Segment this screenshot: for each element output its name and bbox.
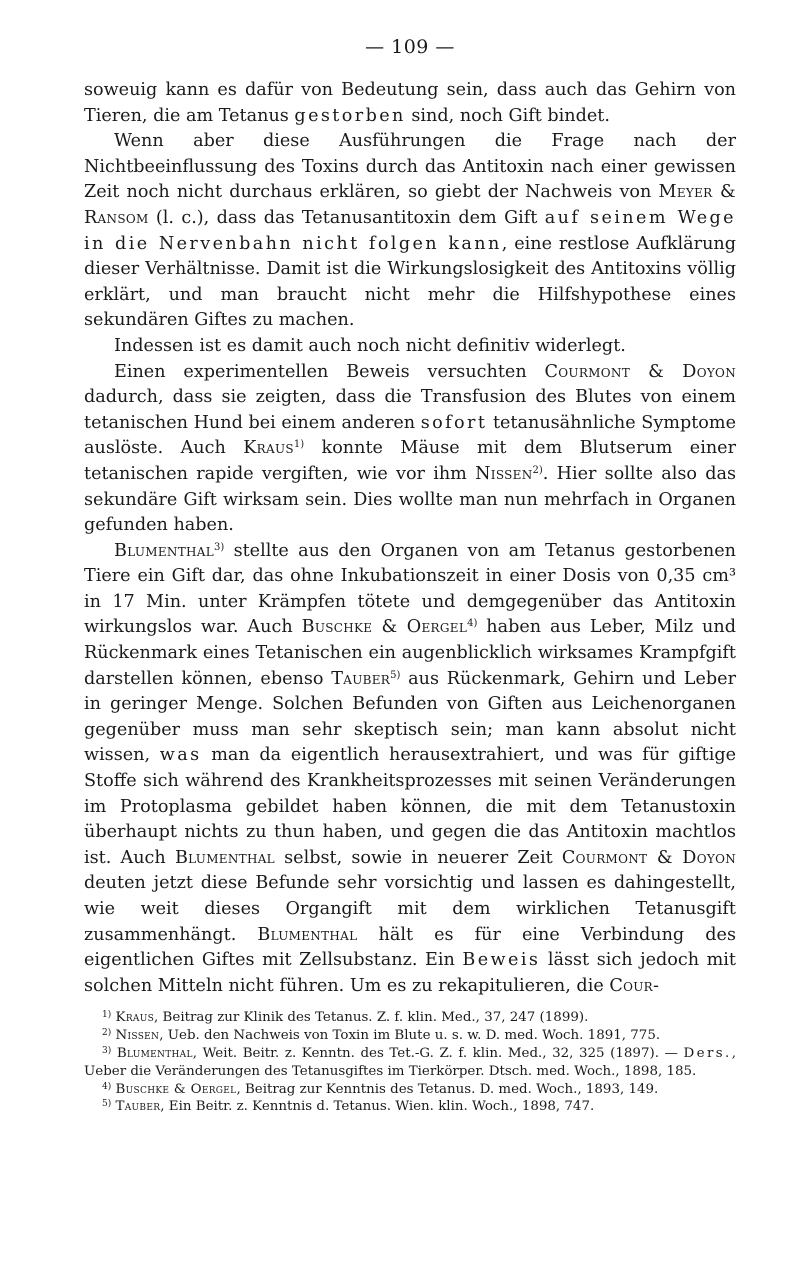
author-name: Nissen: [115, 1028, 160, 1044]
text-run: (l. c.), dass das Tetanusantitoxin dem Gift: [148, 207, 545, 228]
author-name: Courmont & Doyon: [561, 847, 737, 868]
text-run: hält es für eine Verbindung des eigentlichen Giftes mit Zellsubstanz. Ein: [84, 924, 736, 971]
text-run: lässt sich jedoch mit solchen Mitteln nicht führen. Um es zu rekapitulieren, die: [84, 950, 736, 996]
author-name: Cour-: [609, 975, 660, 996]
emphasized-text: was: [159, 745, 202, 766]
text-run: , Beitrag zur Kenntnis des Tetanus. D. med. Woch., 1893, 149.: [236, 1081, 659, 1097]
text-run: man da eigentlich herausextrahiert, und was für giftige Stoffe sich während des Krankheitsprozesses mit seinen Veränderungen im Protoplasma gebildet haben können, die mit dem Tetanustoxin überhaupt nichts zu thun haben, und gegen die das Antitoxin machtlos ist. Auch: [84, 745, 736, 868]
footnote-reference: 5): [390, 669, 401, 681]
text-run: . Hier sollte also das sekundäre Gift wirksam sein. Dies wollte man nun mehrfach in Organen gefunden haben.: [84, 463, 736, 536]
emphasized-text: auf seinem Wege in die Nervenbahn nicht folgen kann: [84, 207, 736, 254]
text-run: , Ueb. den Nachweis von Toxin im Blute u. s. w. D. med. Woch. 1891, 775.: [159, 1028, 661, 1044]
page-number: — 109 —: [365, 36, 455, 58]
footnote: [84, 1045, 736, 1081]
paragraph: [84, 360, 736, 539]
text-run: , eine restlose Aufklärung dieser Verhältnisse. Damit ist die Wirkungslosigkeit des Antitoxins völlig erklärt, und man braucht nicht mehr die Hilfshypothese eines sekundären Giftes zu machen.: [84, 233, 736, 331]
author-name: Blumenthal: [174, 847, 275, 868]
text-run: deuten jetzt diese Befunde sehr vorsichtig und lassen es dahingestellt, wie weit dieses Organgift mit dem wirklichen Tetanusgift zusammenhängt.: [84, 873, 736, 945]
author-name: Meyer & Ransom: [84, 182, 736, 228]
footnote-mark: 3): [102, 1045, 112, 1056]
text-run: Einen experimentellen Beweis versuchten: [114, 361, 545, 382]
body-text: [84, 78, 736, 999]
author-name: Kraus: [115, 1010, 155, 1026]
footnote-reference: 4): [467, 618, 478, 630]
emphasized-text: Beweis: [462, 950, 541, 971]
author-name: Buschke & Oergel: [115, 1081, 237, 1097]
text-run: tetanusähnliche Symptome auslöste. Auch: [84, 412, 736, 459]
footnote: [84, 1081, 736, 1099]
author-name: Buschke & Oergel: [301, 617, 468, 638]
text-run: stellte aus den Organen von am Tetanus gestorbenen Tiere ein Gift dar, das ohne Inkubationszeit in einer Dosis von 0,35 cm³ in 17 Min. unter Krämpfen tötete und demgegenüber das Antitoxin wirkungslos war. Auch: [84, 540, 736, 638]
author-name: Tauber: [331, 668, 391, 689]
paragraph: [84, 78, 736, 129]
author-name: Blumenthal: [257, 924, 358, 945]
footnote-reference: 3): [214, 541, 225, 553]
text-run: dadurch, dass sie zeigten, dass die Transfusion des Blutes von einem tetanischen Hund bei einem anderen: [84, 387, 736, 433]
author-name: Nissen: [475, 463, 533, 484]
text-run: , Ueber die Veränderungen des Tetanusgiftes im Tierkörper. Dtsch. med. Woch., 1898, 185.: [84, 1045, 736, 1079]
footnote: [84, 1098, 736, 1116]
text-run: , Ein Beitr. z. Kenntnis d. Tetanus. Wien. klin. Woch., 1898, 747.: [160, 1099, 595, 1115]
document-page: [84, 34, 736, 1116]
author-name: Blumenthal: [116, 1045, 193, 1061]
author-name: Blumenthal: [114, 540, 215, 561]
emphasized-text: gestorben: [294, 105, 406, 126]
text-run: aus Rückenmark, Gehirn und Leber in geringer Menge. Solchen Befunden von Giften aus Leichenorganen gegenüber muss man sehr skeptisch sein; man kann absolut nicht wissen,: [84, 668, 736, 766]
text-run: , Weit. Beitr. z. Kenntn. des Tet.-G. Z. f. klin. Med., 32, 325 (1897). —: [192, 1045, 684, 1061]
text-run: haben aus Leber, Milz und Rückenmark eines Tetanischen ein augenblicklich wirksames Krampfgift darstellen können, ebenso: [84, 617, 736, 689]
text-run: Indessen ist es damit auch noch nicht definitiv widerlegt.: [114, 335, 626, 356]
author-name: Courmont & Doyon: [544, 361, 736, 382]
footnote-mark: 1): [102, 1010, 112, 1021]
footnotes: [84, 1009, 736, 1116]
footnote-mark: 5): [102, 1099, 112, 1110]
text-run: , Beitrag zur Klinik des Tetanus. Z. f. klin. Med., 37, 247 (1899).: [154, 1010, 589, 1026]
footnote-reference: 2): [532, 464, 543, 476]
footnote: [84, 1027, 736, 1045]
text-run: Wenn aber diese Ausführungen die Frage nach der Nichtbeeinflussung des Toxins durch das Antitoxin nach einer gewissen Zeit noch nicht durchaus erklären, so giebt der Nachweis von: [84, 131, 736, 203]
paragraph: [84, 334, 736, 360]
footnote-mark: 4): [102, 1081, 112, 1092]
paragraph: [84, 129, 736, 334]
text-run: konnte Mäuse mit dem Blutserum einer tetanischen rapide vergiften, wie vor ihm: [84, 438, 736, 484]
text-run: soweuig kann es dafür von Bedeutung sein, dass auch das Gehirn von Tieren, die am Tetanus: [84, 80, 736, 126]
footnote-reference: 1): [293, 439, 305, 451]
author-name: Tauber: [115, 1099, 161, 1115]
footnote: [84, 1009, 736, 1027]
emphasized-text: sofort: [420, 412, 488, 433]
paragraph: [84, 539, 736, 1000]
emphasized-text: Ders.: [683, 1045, 732, 1061]
text-run: sind, noch Gift bindet.: [405, 105, 610, 126]
footnote-mark: 2): [102, 1028, 112, 1039]
author-name: Kraus: [243, 438, 294, 459]
text-run: selbst, sowie in neuerer Zeit: [274, 847, 562, 868]
